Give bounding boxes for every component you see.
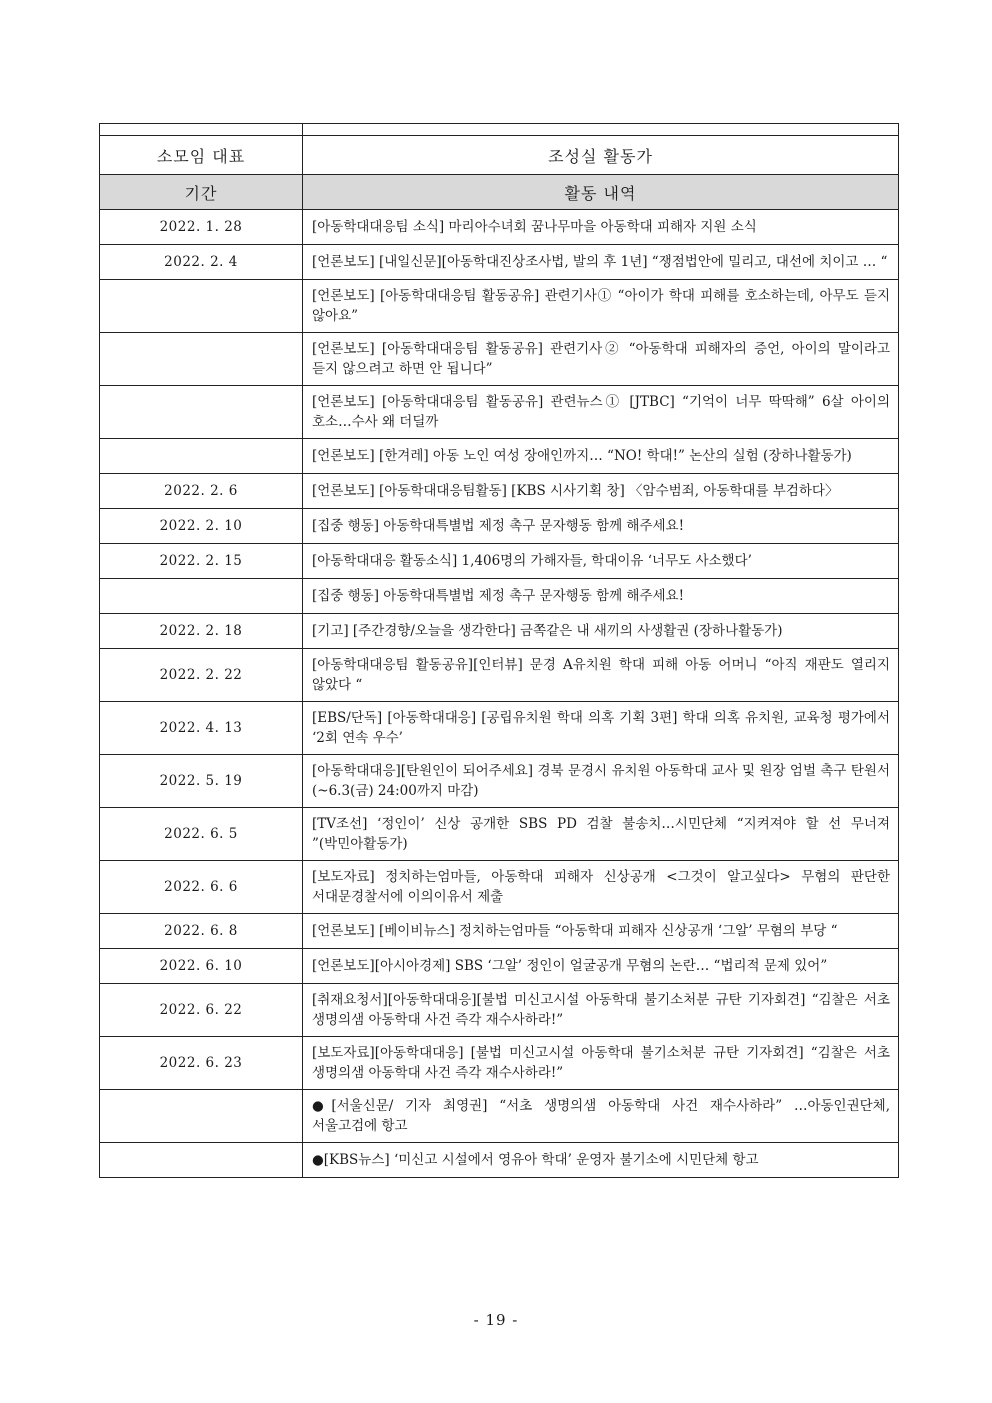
date-cell: 2022. 1. 28 — [100, 210, 303, 245]
activity-cell: [아동학대대응][탄원인이 되어주세요] 경북 문경시 유치원 아동학대 교사 및 원장 엄벌 촉구 탄원서 (~6.3(금) 24:00까지 마감) — [303, 755, 899, 808]
period-header: 기간 — [100, 175, 303, 210]
activity-cell: ●[서울신문/ 기자 최영권] “서초 생명의샘 아동학대 사건 재수사하라” …아동인권단체, 서울고검에 항고 — [303, 1090, 899, 1143]
activity-cell: [아동학대대응팀 소식] 마리아수녀회 꿈나무마을 아동학대 피해자 지원 소식 — [303, 210, 899, 245]
date-cell: 2022. 6. 5 — [100, 808, 303, 861]
activity-cell: [언론보도] [베이비뉴스] 정치하는엄마들 “아동학대 피해자 신상공개 ‘그알’ 무혐의 부당 “ — [303, 914, 899, 949]
table-row — [100, 949, 899, 984]
column-header-row — [100, 175, 899, 210]
table-row — [100, 914, 899, 949]
activity-cell: [기고] [주간경향/오늘을 생각한다] 금쪽같은 내 새끼의 사생활권 (장하나활동가) — [303, 614, 899, 649]
table-row — [100, 544, 899, 579]
date-cell: 2022. 6. 23 — [100, 1037, 303, 1090]
date-cell — [100, 1143, 303, 1178]
representative-label: 소모임 대표 — [100, 136, 303, 175]
activity-cell: [아동학대대응팀 활동공유][인터뷰] 문경 A유치원 학대 피해 아동 어머니 “아직 재판도 열리지 않았다 “ — [303, 649, 899, 702]
date-cell: 2022. 5. 19 — [100, 755, 303, 808]
date-cell: 2022. 4. 13 — [100, 702, 303, 755]
date-cell — [100, 333, 303, 386]
table-row — [100, 439, 899, 474]
spacer-cell — [303, 124, 899, 136]
activity-table — [99, 123, 899, 1178]
table-row — [100, 280, 899, 333]
table-row — [100, 861, 899, 914]
date-cell — [100, 280, 303, 333]
activity-cell: [언론보도] [아동학대대응팀 활동공유] 관련뉴스① [JTBC] “기억이 너무 딱딱해” 6살 아이의 호소…수사 왜 더딜까 — [303, 386, 899, 439]
table-row — [100, 210, 899, 245]
activity-cell: [언론보도] [아동학대대응팀 활동공유] 관련기사② “아동학대 피해자의 증언, 아이의 말이라고 듣지 않으려고 하면 안 됩니다” — [303, 333, 899, 386]
table-row — [100, 1090, 899, 1143]
page-number: - 19 - — [473, 1311, 519, 1329]
date-cell: 2022. 2. 22 — [100, 649, 303, 702]
activity-cell: [언론보도] [한겨레] 아동 노인 여성 장애인까지… “NO! 학대!” 논산의 실험 (장하나활동가) — [303, 439, 899, 474]
activity-cell: [언론보도] [아동학대대응팀활동] [KBS 시사기획 창] 〈암수범죄, 아동학대를 부검하다〉 — [303, 474, 899, 509]
table-row — [100, 509, 899, 544]
activity-cell: [집중 행동] 아동학대특별법 제정 촉구 문자행동 함께 해주세요! — [303, 509, 899, 544]
spacer-cell — [100, 124, 303, 136]
table-row — [100, 755, 899, 808]
table-row — [100, 386, 899, 439]
activity-cell: [언론보도][아시아경제] SBS ‘그알’ 정인이 얼굴공개 무혐의 논란… “법리적 문제 있어” — [303, 949, 899, 984]
table-row — [100, 1143, 899, 1178]
date-cell: 2022. 2. 18 — [100, 614, 303, 649]
table-row — [100, 245, 899, 280]
activity-cell: [언론보도] [아동학대대응팀 활동공유] 관련기사① “아이가 학대 피해를 호소하는데, 아무도 듣지 않아요” — [303, 280, 899, 333]
date-cell: 2022. 6. 6 — [100, 861, 303, 914]
representative-row — [100, 136, 899, 175]
date-cell — [100, 386, 303, 439]
date-cell — [100, 1090, 303, 1143]
activity-cell: [취재요청서][아동학대대응][불법 미신고시설 아동학대 불기소처분 규탄 기자회견] “김찰은 서초 생명의샘 아동학대 사건 즉각 재수사하라!” — [303, 984, 899, 1037]
table-row — [100, 808, 899, 861]
table-row — [100, 474, 899, 509]
date-cell: 2022. 2. 6 — [100, 474, 303, 509]
activity-cell: [TV조선] ‘정인이’ 신상 공개한 SBS PD 검찰 불송치…시민단체 “지켜져야 할 선 무너져 ”(박민아활동가) — [303, 808, 899, 861]
table-row — [100, 579, 899, 614]
activity-header: 활동 내역 — [303, 175, 899, 210]
activity-cell: [보도자료][아동학대대응] [불법 미신고시설 아동학대 불기소처분 규탄 기자회견] “김찰은 서초 생명의샘 아동학대 사건 즉각 재수사하라!” — [303, 1037, 899, 1090]
table-row — [100, 984, 899, 1037]
date-cell: 2022. 6. 10 — [100, 949, 303, 984]
activity-cell: [언론보도] [내일신문][아동학대진상조사법, 발의 후 1년] “쟁점법안에 밀리고, 대선에 치이고 … “ — [303, 245, 899, 280]
representative-value: 조성실 활동가 — [303, 136, 899, 175]
date-cell — [100, 439, 303, 474]
table-row — [100, 702, 899, 755]
activity-cell: [EBS/단독] [아동학대대응] [공립유치원 학대 의혹 기획 3편] 학대 의혹 유치원, 교육청 평가에서 ‘2회 연속 우수’ — [303, 702, 899, 755]
activity-cell: [아동학대대응 활동소식] 1,406명의 가해자들, 학대이유 ‘너무도 사소했다’ — [303, 544, 899, 579]
table-top-spacer-row — [100, 124, 899, 136]
date-cell — [100, 579, 303, 614]
table-row — [100, 333, 899, 386]
date-cell: 2022. 6. 22 — [100, 984, 303, 1037]
activity-cell: [보도자료] 정치하는엄마들, 아동학대 피해자 신상공개 <그것이 알고싶다> 무혐의 판단한 서대문경찰서에 이의이유서 제출 — [303, 861, 899, 914]
date-cell: 2022. 2. 4 — [100, 245, 303, 280]
activity-cell: [집중 행동] 아동학대특별법 제정 촉구 문자행동 함께 해주세요! — [303, 579, 899, 614]
activity-cell: ●[KBS뉴스] ‘미신고 시설에서 영유아 학대’ 운영자 불기소에 시민단체 항고 — [303, 1143, 899, 1178]
date-cell: 2022. 2. 15 — [100, 544, 303, 579]
table-row — [100, 1037, 899, 1090]
table-row — [100, 649, 899, 702]
date-cell: 2022. 2. 10 — [100, 509, 303, 544]
table-row — [100, 614, 899, 649]
date-cell: 2022. 6. 8 — [100, 914, 303, 949]
